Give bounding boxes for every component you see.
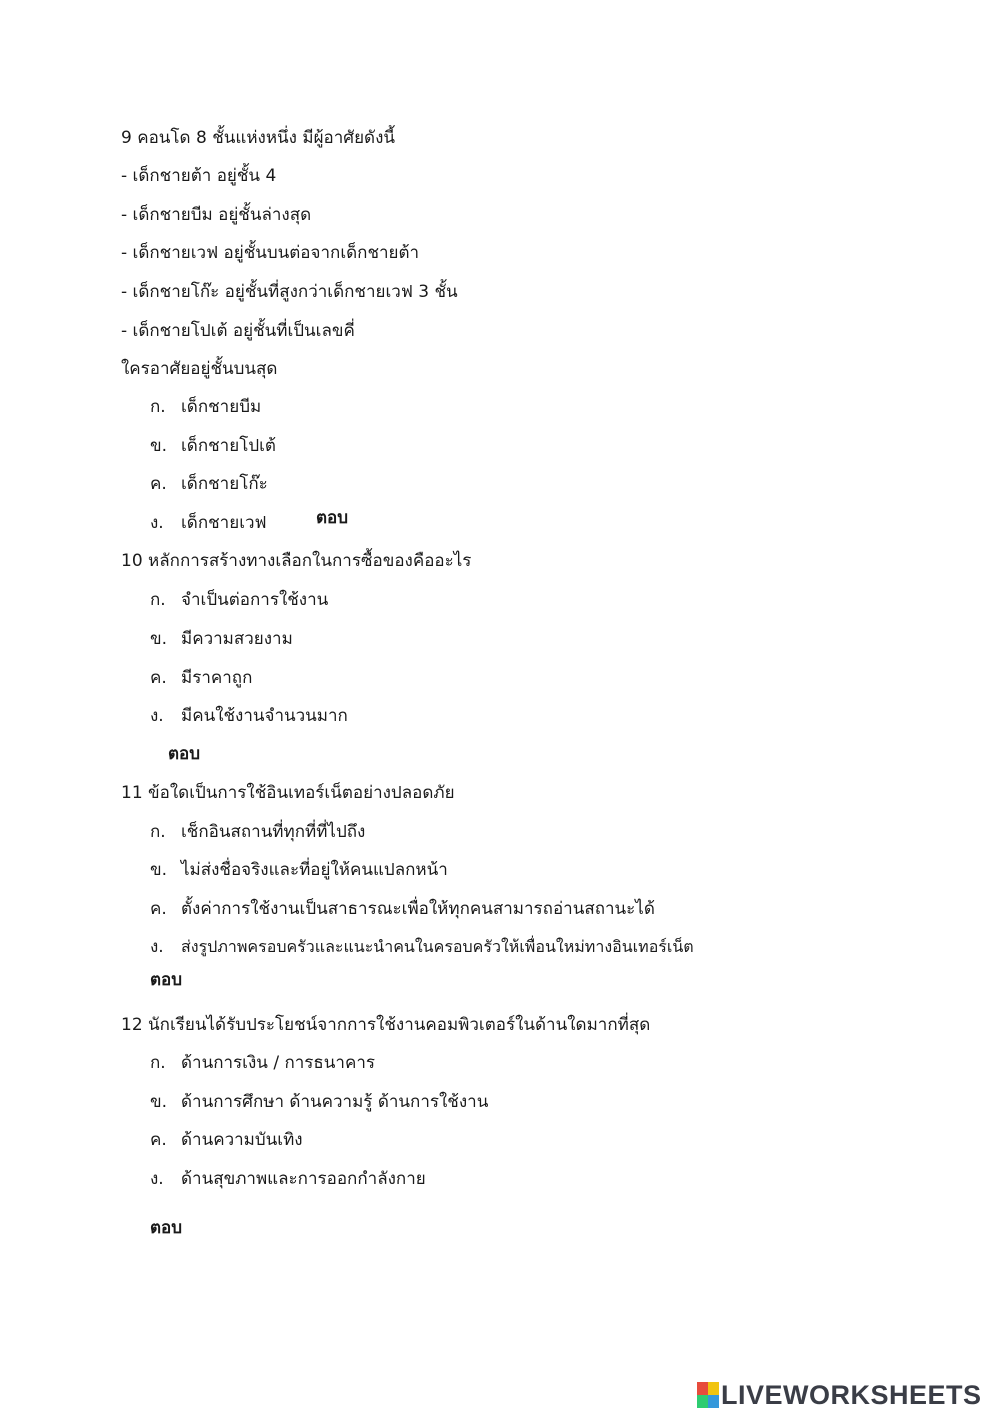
- option-text: มีราคาถูก: [181, 668, 253, 688]
- question-9-stem: 9 คอนโด 8 ชั้นแห่งหนึ่ง มีผู้อาศัยดังนี้: [121, 128, 396, 148]
- option-letter: ง.: [150, 937, 164, 957]
- option-text: เช็กอินสถานที่ทุกที่ที่ไปถึง: [181, 822, 366, 842]
- question-9-answer-label: ตอบ: [316, 508, 349, 528]
- question-11-stem: 11 ข้อใดเป็นการใช้อินเทอร์เน็ตอย่างปลอดภัย: [121, 783, 455, 803]
- option-text: เด็กชายโก๊ะ: [181, 474, 268, 494]
- option-letter: ก.: [150, 1053, 166, 1073]
- option-letter: ค.: [150, 1130, 167, 1150]
- question-9-clue: - เด็กชายโก๊ะ อยู่ชั้นที่สูงกว่าเด็กชายเวฟ 3 ชั้น: [121, 282, 458, 302]
- option-letter: ง.: [150, 1169, 164, 1189]
- option-letter: ก.: [150, 590, 166, 610]
- question-12-answer-label: ตอบ: [150, 1218, 183, 1238]
- option-text: มีความสวยงาม: [181, 629, 293, 649]
- option-text: ด้านสุขภาพและการออกกำลังกาย: [181, 1169, 426, 1189]
- option-letter: ง.: [150, 706, 164, 726]
- option-letter: ข.: [150, 629, 168, 649]
- question-9-clue: - เด็กชายโปเต้ อยู่ชั้นที่เป็นเลขคี่: [121, 321, 355, 341]
- option-text: เด็กชายบีม: [181, 397, 262, 417]
- option-letter: ข.: [150, 436, 168, 456]
- logo-square: [708, 1395, 719, 1408]
- liveworksheets-brand-text: LIVEWORKSHEETS: [721, 1379, 982, 1410]
- question-10-stem: 10 หลักการสร้างทางเลือกในการซื้อของคืออะไร: [121, 551, 472, 571]
- option-letter: ก.: [150, 397, 166, 417]
- option-letter: ก.: [150, 822, 166, 842]
- option-text: ด้านการศึกษา ด้านความรู้ ด้านการใช้งาน: [181, 1092, 489, 1112]
- liveworksheets-logo[interactable]: [697, 1378, 982, 1412]
- question-9-clue: - เด็กชายเวฟ อยู่ชั้นบนต่อจากเด็กชายต้า: [121, 243, 420, 263]
- option-text: ส่งรูปภาพครอบครัวและแนะนำคนในครอบครัวให้เพื่อนใหม่ทางอินเทอร์เน็ต: [181, 937, 694, 956]
- option-letter: ค.: [150, 899, 167, 919]
- option-text: ด้านความบันเทิง: [181, 1130, 303, 1150]
- option-text: มีคนใช้งานจำนวนมาก: [181, 706, 348, 726]
- option-letter: ง.: [150, 513, 164, 533]
- logo-square: [697, 1395, 708, 1408]
- liveworksheets-logo-icon: [697, 1382, 719, 1408]
- question-9-prompt: ใครอาศัยอยู่ชั้นบนสุด: [121, 359, 278, 379]
- option-text: เด็กชายโปเต้: [181, 436, 276, 456]
- question-11-answer-label: ตอบ: [150, 970, 183, 990]
- option-text: เด็กชายเวฟ: [181, 513, 267, 533]
- question-9-clue: - เด็กชายต้า อยู่ชั้น 4: [121, 166, 277, 186]
- option-text: ตั้งค่าการใช้งานเป็นสาธารณะเพื่อให้ทุกคนสามารถอ่านสถานะได้: [181, 899, 655, 919]
- logo-square: [708, 1382, 719, 1395]
- question-9-clue: - เด็กชายบีม อยู่ชั้นล่างสุด: [121, 205, 312, 225]
- option-letter: ข.: [150, 1092, 168, 1112]
- option-letter: ค.: [150, 474, 167, 494]
- logo-square: [697, 1382, 708, 1395]
- option-text: ไม่ส่งชื่อจริงและที่อยู่ให้คนแปลกหน้า: [181, 860, 448, 880]
- option-text: ด้านการเงิน / การธนาคาร: [181, 1053, 376, 1073]
- option-letter: ค.: [150, 668, 167, 688]
- option-text: จำเป็นต่อการใช้งาน: [181, 590, 329, 610]
- question-12-stem: 12 นักเรียนได้รับประโยชน์จากการใช้งานคอมพิวเตอร์ในด้านใดมากที่สุด: [121, 1015, 651, 1035]
- option-letter: ข.: [150, 860, 168, 880]
- question-10-answer-label: ตอบ: [168, 744, 201, 764]
